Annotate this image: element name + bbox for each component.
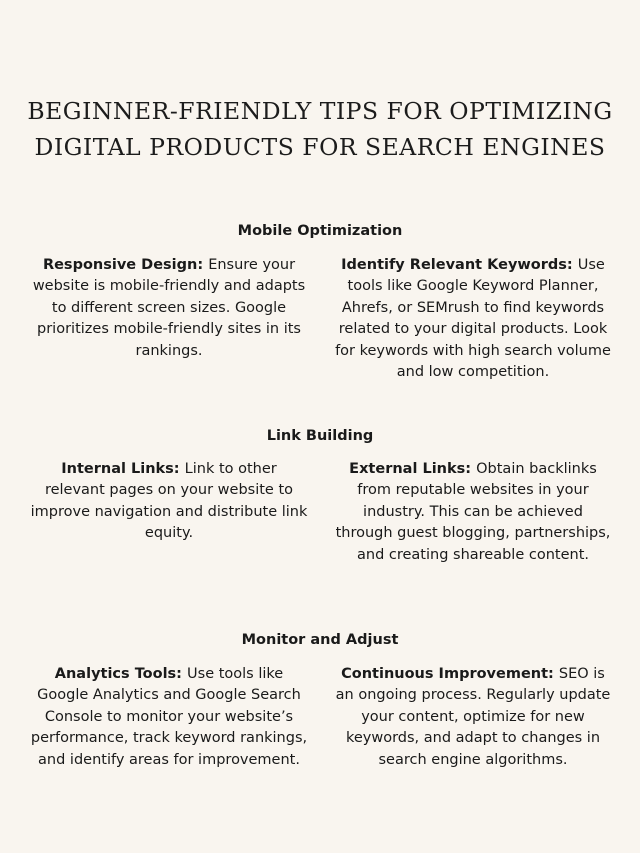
tip-analytics-tools [30,664,308,771]
tip-title: External Links: [349,461,477,477]
tip-continuous-improvement [333,664,613,771]
page-title-line-2: DIGITAL PRODUCTS FOR SEARCH ENGINES [34,133,606,161]
tip-title: Analytics Tools: [54,666,188,682]
section-heading-monitor-and-adjust: Monitor and Adjust [241,632,399,648]
tip-text: Use tools like Google Analytics and Google Search Console to monitor your website’s performance, track keyword rankings, and identify areas for improvement. [30,666,308,768]
section-heading-mobile-optimization: Mobile Optimization [237,223,403,239]
section-heading-link-building: Link Building [266,428,374,444]
tip-title: Identify Relevant Keywords: [341,257,578,273]
page-title [0,93,640,165]
tip-text: Ensure your website is mobile-friendly and adapts to different screen sizes. Google prioritizes mobile-friendly sites in its rankings. [32,257,306,359]
tip-title: Responsive Design: [42,257,209,273]
page-title-line-1: BEGINNER-FRIENDLY TIPS FOR OPTIMIZING [27,97,613,125]
tip-internal-links [30,459,308,545]
tip-responsive-design [30,255,308,362]
tip-identify-relevant-keywords [333,255,613,383]
tip-text: SEO is an ongoing process. Regularly update your content, optimize for new keywords, and adapt to changes in search engine algorithms. [335,666,611,768]
tip-external-links [333,459,613,566]
tip-text: Obtain backlinks from reputable websites in your industry. This can be achieved through guest blogging, partnerships, and creating shareable content. [335,461,611,563]
tip-text: Link to other relevant pages on your website to improve navigation and distribute link equity. [30,461,308,542]
tip-title: Internal Links: [61,461,185,477]
tip-title: Continuous Improvement: [341,666,559,682]
tip-text: Use tools like Google Keyword Planner, Ahrefs, or SEMrush to find keywords related to your digital products. Look for keywords with high search volume and low competition. [335,257,611,381]
